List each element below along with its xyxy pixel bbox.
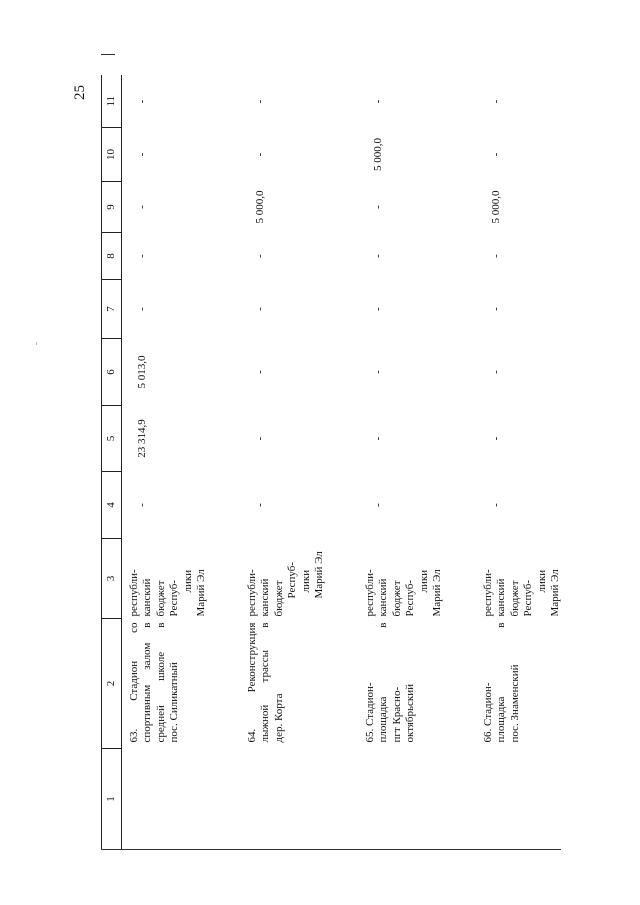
value-cell: - bbox=[136, 503, 148, 507]
table-row bbox=[240, 76, 358, 850]
table-row bbox=[476, 76, 594, 850]
funding-source-line: канский bbox=[495, 578, 508, 617]
funding-source-line: канский bbox=[377, 578, 390, 617]
value-cell: - bbox=[254, 307, 266, 311]
object-name-line: 65. Стадион- bbox=[364, 682, 376, 743]
value-cell: - bbox=[490, 254, 502, 258]
funding-source-line: Респуб- bbox=[522, 579, 535, 617]
value-cell: 5 000,0 bbox=[254, 190, 266, 224]
object-name-line: площадка в bbox=[495, 622, 508, 743]
object-name-line: спортивным залом в bbox=[141, 622, 154, 743]
value-cell: - bbox=[490, 370, 502, 374]
table-right-border bbox=[101, 54, 115, 55]
object-name-line: 64. Реконструкция bbox=[246, 622, 258, 743]
object-name-line: лыжной трассы в bbox=[259, 622, 272, 743]
value-cell: - bbox=[254, 99, 266, 104]
value-cell: - bbox=[372, 205, 384, 209]
funding-source-line: бюджет bbox=[508, 580, 521, 617]
table-row bbox=[358, 76, 476, 850]
funding-source-line: республи- bbox=[364, 569, 376, 617]
value-cell: - bbox=[490, 503, 502, 507]
value-cell: - bbox=[136, 307, 148, 311]
object-name-cell bbox=[358, 619, 476, 749]
value-cell: 23 314,9 bbox=[136, 419, 148, 458]
header-cell: 6 bbox=[102, 339, 122, 406]
value-cell: - bbox=[136, 205, 148, 209]
funding-source-line: республи- bbox=[482, 569, 494, 617]
table-row bbox=[122, 76, 241, 850]
funding-source-line: канский bbox=[141, 578, 154, 617]
value-cell: 5 013,0 bbox=[136, 355, 148, 389]
header-cell: 8 bbox=[102, 233, 122, 280]
funding-source-line: канский bbox=[259, 578, 272, 617]
header-row bbox=[102, 76, 122, 850]
value-cell: - bbox=[254, 436, 266, 441]
value-cell: - bbox=[254, 152, 266, 157]
object-name-line: площадка в bbox=[377, 622, 390, 743]
empty-cell bbox=[476, 749, 594, 850]
empty-cell bbox=[358, 749, 476, 850]
funding-source-line: лики bbox=[417, 569, 430, 593]
funding-source-line: лики bbox=[299, 569, 312, 593]
funding-source-line: Респуб- bbox=[404, 579, 417, 617]
funding-source-line: бюджет bbox=[390, 580, 403, 617]
value-cell: - bbox=[372, 99, 384, 104]
empty-cell bbox=[240, 749, 358, 850]
funding-source-line: Марий Эл bbox=[549, 569, 562, 617]
funding-source-cell bbox=[122, 539, 241, 619]
object-name-cell bbox=[476, 619, 594, 749]
funding-source-line: республи- bbox=[246, 569, 258, 617]
header-cell: 10 bbox=[102, 128, 122, 182]
value-cell: - bbox=[372, 436, 384, 441]
value-cell: - bbox=[372, 307, 384, 311]
header-cell: 1 bbox=[102, 749, 122, 850]
header-cell: 3 bbox=[102, 539, 122, 619]
header-cell: 9 bbox=[102, 182, 122, 233]
header-cell: 11 bbox=[102, 76, 122, 128]
object-name-line: средней школе в bbox=[154, 622, 167, 743]
header-cell: 5 bbox=[102, 406, 122, 472]
value-cell: - bbox=[254, 370, 266, 374]
object-name-line: октябрьский bbox=[404, 683, 417, 743]
value-cell: - bbox=[490, 307, 502, 311]
funding-source-line: Марий Эл bbox=[195, 569, 208, 617]
object-name-line: 66. Стадион- bbox=[482, 682, 494, 743]
funding-source-line: Марий Эл bbox=[431, 569, 444, 617]
value-cell: - bbox=[254, 503, 266, 507]
header-cell: 4 bbox=[102, 472, 122, 539]
value-cell: - bbox=[372, 503, 384, 507]
funding-source-line: лики bbox=[535, 569, 548, 593]
funding-source-line: республи- bbox=[128, 569, 140, 617]
value-cell: - bbox=[490, 152, 502, 157]
value-cell: - bbox=[136, 254, 148, 258]
object-name-line: пгт Красно- bbox=[390, 686, 403, 743]
value-cell: - bbox=[254, 254, 266, 258]
funding-source-line: Респуб- bbox=[168, 579, 181, 617]
page-number: 25 bbox=[72, 85, 88, 100]
funding-source-line: бюджет bbox=[272, 580, 285, 617]
funding-source-line: лики bbox=[181, 569, 194, 593]
object-name-cell bbox=[122, 619, 241, 749]
value-cell: - bbox=[490, 436, 502, 441]
funding-source-cell bbox=[358, 539, 476, 619]
table-left-border bbox=[101, 849, 561, 850]
budget-table bbox=[101, 76, 594, 851]
value-cell: - bbox=[136, 152, 148, 157]
value-cell: 5 000,0 bbox=[490, 190, 502, 224]
header-cell: 7 bbox=[102, 280, 122, 339]
funding-source-line: Марий Эл bbox=[313, 551, 326, 599]
funding-source-cell bbox=[476, 539, 594, 619]
scan-speck bbox=[36, 342, 37, 345]
value-cell: - bbox=[372, 254, 384, 258]
object-name-line: дер. Корта bbox=[272, 693, 285, 743]
value-cell: - bbox=[490, 99, 502, 104]
value-cell: 5 000,0 bbox=[372, 138, 384, 171]
object-name-cell bbox=[240, 619, 358, 749]
object-name-line: пос. Силикатный bbox=[168, 662, 181, 743]
empty-cell bbox=[122, 749, 241, 850]
object-name-line: 63. Стадион со bbox=[128, 622, 140, 743]
funding-source-line: бюджет bbox=[154, 580, 167, 617]
value-cell: - bbox=[372, 370, 384, 374]
value-cell: - bbox=[136, 99, 148, 104]
header-cell: 2 bbox=[102, 619, 122, 749]
object-name-line: пос. Знаменский bbox=[508, 664, 521, 743]
funding-source-line: Респуб- bbox=[286, 561, 299, 599]
funding-source-cell bbox=[240, 539, 358, 619]
